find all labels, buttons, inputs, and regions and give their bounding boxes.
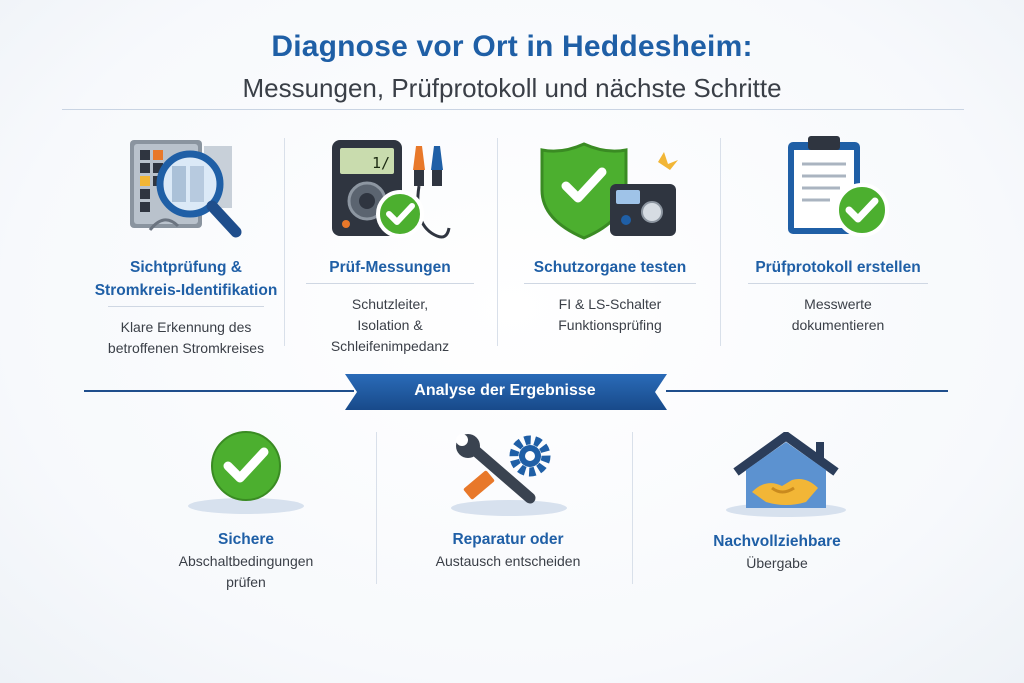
- banner-line-right: [666, 390, 948, 392]
- banner-label: Analyse der Ergebnisse: [414, 382, 596, 399]
- step-heading: Prüfprotokoll erstellen: [755, 259, 921, 276]
- step-heading: Prüf-Messungen: [329, 259, 451, 276]
- shield-tester-icon: [540, 140, 685, 240]
- page-subtitle: Messungen, Prüfprotokoll und nächste Schritte: [242, 73, 782, 103]
- house-handshake-icon: [716, 432, 856, 518]
- outcome-heading: Nachvollziehbare: [713, 533, 841, 550]
- wrench-gear-icon: [444, 432, 574, 518]
- step-heading: Schutzorgane testen: [533, 259, 687, 276]
- header-divider: [62, 109, 964, 110]
- magnifier-panel-icon: [120, 132, 250, 244]
- heading-underline: [306, 283, 474, 284]
- outcome-description: Abschaltbedingungen prüfen: [178, 553, 314, 590]
- column-divider: [632, 432, 633, 584]
- step-description: Messwerte dokumentieren: [791, 296, 885, 333]
- checkmark-icon: [184, 428, 308, 518]
- step-description: Schutzleiter, Isolation & Schleifenimpedanz: [330, 296, 450, 354]
- heading-underline: [524, 283, 696, 284]
- clipboard-check-icon: [782, 132, 897, 244]
- column-divider: [284, 138, 285, 346]
- step-description: Klare Erkennung des betroffenen Stromkreises: [107, 319, 265, 356]
- banner-line-left: [84, 390, 354, 392]
- column-divider: [376, 432, 377, 584]
- step-heading: Sichtprüfung & Stromkreis-Identifikation: [94, 259, 278, 299]
- column-divider: [720, 138, 721, 346]
- step-description: FI & LS-Schalter Funktionsprüfing: [558, 296, 662, 333]
- page-title: Diagnose vor Ort in Heddesheim:: [271, 30, 753, 63]
- multimeter-icon: [328, 136, 458, 244]
- meter-display: 1/: [372, 154, 391, 172]
- outcome-description: Übergabe: [746, 555, 808, 571]
- outcome-heading: Reparatur oder: [452, 531, 564, 548]
- heading-underline: [748, 283, 928, 284]
- column-divider: [497, 138, 498, 346]
- heading-underline: [108, 306, 264, 307]
- outcome-heading: Sichere: [217, 531, 274, 548]
- outcome-description: Austausch entscheiden: [435, 553, 581, 569]
